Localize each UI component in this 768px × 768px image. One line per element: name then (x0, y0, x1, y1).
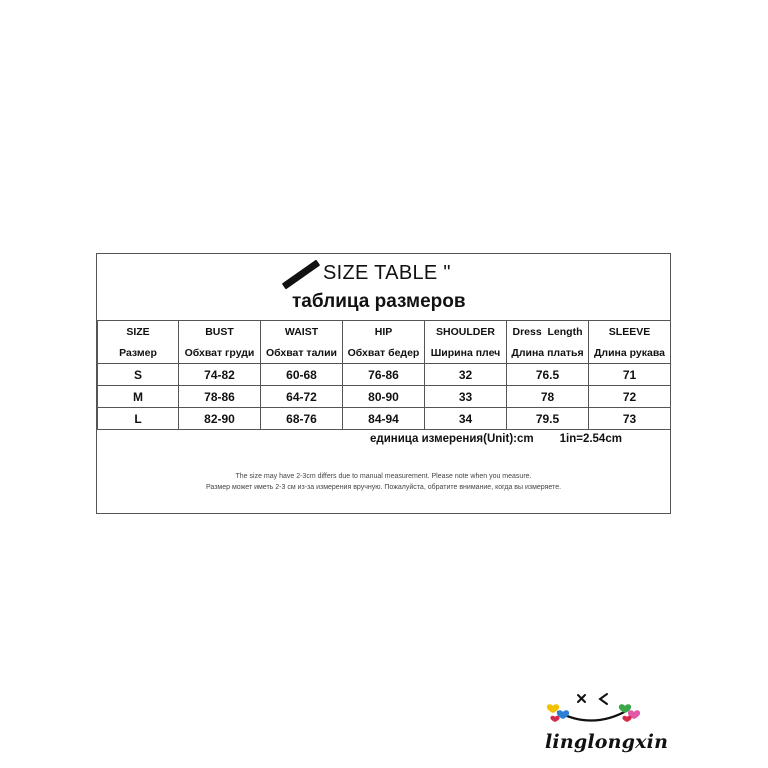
column-header: SLEEVE (589, 321, 671, 343)
size-chart-card (96, 253, 671, 514)
column-header-ru: Обхват талии (261, 342, 343, 364)
table-cell: 72 (589, 386, 671, 408)
column-header-ru: Ширина плеч (425, 342, 507, 364)
table-cell: 76.5 (507, 364, 589, 386)
header-row-russian (98, 342, 671, 364)
smiley-logo-icon (545, 690, 695, 730)
table-cell: 78 (507, 386, 589, 408)
column-header: WAIST (261, 321, 343, 343)
table-cell: 60-68 (261, 364, 343, 386)
brand-logo (545, 690, 695, 760)
table-row (98, 364, 671, 386)
column-header-ru: Размер (98, 342, 179, 364)
column-header-ru: Обхват груди (179, 342, 261, 364)
column-header: BUST (179, 321, 261, 343)
unit-text: единица измерения(Unit):cm (370, 433, 534, 445)
size-table (97, 320, 671, 430)
table-cell: 73 (589, 408, 671, 430)
table-cell: 84-94 (343, 408, 425, 430)
slash-mark-icon (282, 260, 320, 290)
table-row (98, 386, 671, 408)
table-cell: 78-86 (179, 386, 261, 408)
size-chart-header (97, 254, 670, 320)
title-russian: таблица размеров (292, 291, 466, 312)
column-header-ru: Обхват бедер (343, 342, 425, 364)
column-header: HIP (343, 321, 425, 343)
note-english: The size may have 2-3cm differs due to manual measurement. Please note when you measure. (235, 473, 532, 480)
table-cell: 82-90 (179, 408, 261, 430)
table-cell: 33 (425, 386, 507, 408)
table-cell: S (98, 364, 179, 386)
title-english: SIZE TABLE " (323, 262, 451, 284)
column-header-ru: Длина рукава (589, 342, 671, 364)
table-cell: 64-72 (261, 386, 343, 408)
table-cell: 32 (425, 364, 507, 386)
table-cell: 79.5 (507, 408, 589, 430)
table-row (98, 408, 671, 430)
column-header: Dress Length (507, 321, 589, 343)
table-cell: 71 (589, 364, 671, 386)
column-header: SIZE (98, 321, 179, 343)
heart-icon (547, 704, 569, 722)
table-cell: M (98, 386, 179, 408)
table-cell: 34 (425, 408, 507, 430)
note-russian: Размер может иметь 2-3 см из-за измерения вручную. Пожалуйста, обратите внимание, когда вы измеряете. (205, 484, 562, 491)
header-row-english (98, 321, 671, 343)
table-cell: 80-90 (343, 386, 425, 408)
column-header: SHOULDER (425, 321, 507, 343)
table-cell: 76-86 (343, 364, 425, 386)
column-header-ru: Длина платья (507, 342, 589, 364)
unit-line (370, 433, 622, 445)
table-cell: L (98, 408, 179, 430)
conversion-text: 1in=2.54cm (559, 433, 622, 445)
table-cell: 68-76 (261, 408, 343, 430)
logo-text: linglongxin (545, 731, 669, 753)
table-cell: 74-82 (179, 364, 261, 386)
